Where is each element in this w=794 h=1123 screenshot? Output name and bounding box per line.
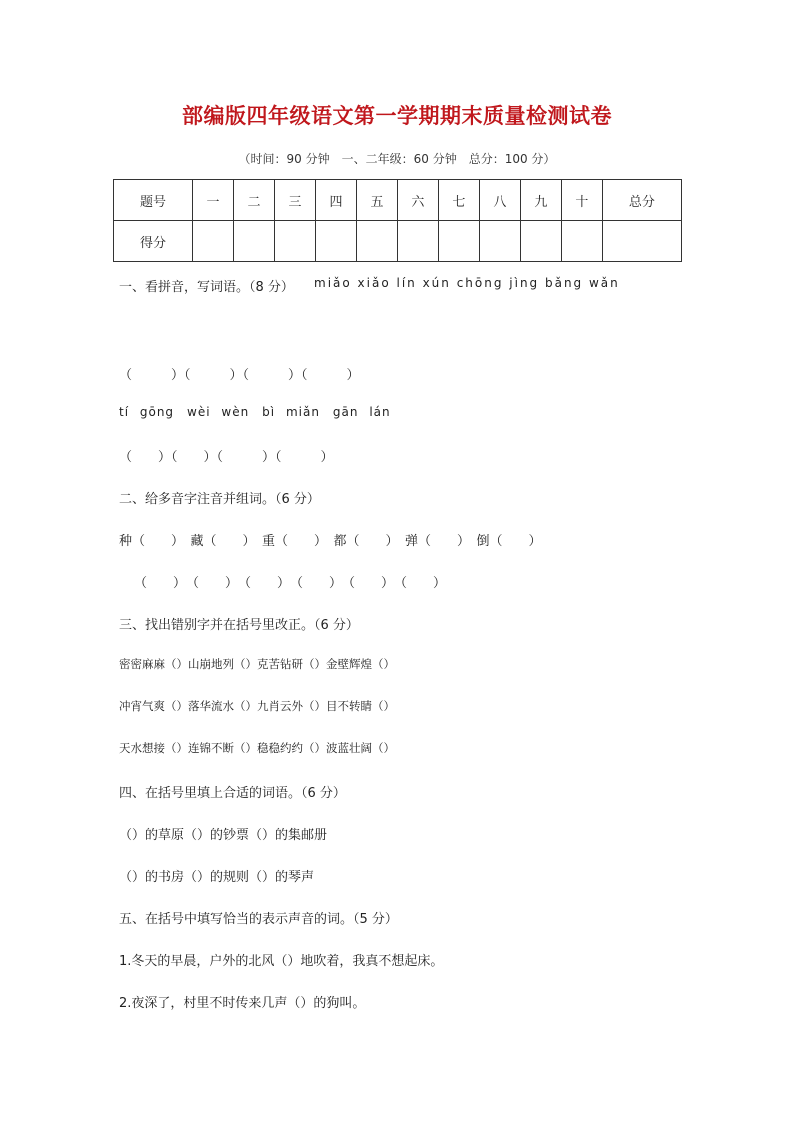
score-cell[interactable] xyxy=(193,221,234,262)
section5-heading: 五、在括号中填写恰当的表示声音的词。（5 分） xyxy=(119,912,398,927)
header-cell: 一 xyxy=(193,180,234,221)
header-cell: 十 xyxy=(561,180,602,221)
section5-question-1: 1.冬天的早晨，户外的北风（）地吹着，我真不想起床。 xyxy=(119,954,444,969)
section2-chars: 种（ ） 藏（ ） 重（ ） 都（ ） 弹（ ） 倒（ ） xyxy=(119,534,542,549)
header-cell: 五 xyxy=(356,180,397,221)
score-table-header-row xyxy=(114,180,682,221)
header-cell: 八 xyxy=(479,180,520,221)
section1-heading: 一、看拼音，写词语。（8 分） xyxy=(119,280,294,295)
section4-line-2: （）的书房（）的规则（）的琴声 xyxy=(119,870,315,885)
section3-line-2: 冲宵气爽（）落华流水（）九肖云外（）目不转睛（） xyxy=(119,699,395,713)
section1-brackets-1: （ ）（ ）（ ）（ ） xyxy=(119,368,360,383)
score-cell[interactable] xyxy=(397,221,438,262)
score-cell[interactable] xyxy=(234,221,275,262)
score-cell[interactable] xyxy=(315,221,356,262)
section2-heading: 二、给多音字注音并组词。（6 分） xyxy=(119,492,320,507)
header-cell: 四 xyxy=(315,180,356,221)
section3-heading: 三、找出错别字并在括号里改正。（6 分） xyxy=(119,618,359,633)
score-cell[interactable] xyxy=(356,221,397,262)
section1-pinyin-2: tí gōng wèi wèn bì miǎn gān lán xyxy=(119,405,391,419)
header-cell: 六 xyxy=(397,180,438,221)
score-table-score-row xyxy=(114,221,682,262)
score-cell[interactable] xyxy=(520,221,561,262)
section2-brackets: （ ） （ ） （ ） （ ） （ ） （ ） xyxy=(134,576,447,591)
exam-subtitle: （时间：90 分钟 一、二年级：60 分钟 总分：100 分） xyxy=(238,152,556,166)
section1-pinyin-1: miǎo xiǎo lín xún chōng jìng bǎng wǎn xyxy=(314,276,620,290)
score-cell[interactable] xyxy=(561,221,602,262)
section4-line-1: （）的草原（）的钞票（）的集邮册 xyxy=(119,828,328,843)
section3-line-1: 密密麻麻（）山崩地列（）克苦钻研（）金壁辉煌（） xyxy=(119,657,395,671)
header-cell: 题号 xyxy=(114,180,193,221)
section1-brackets-2: （ ）（ ）（ ）（ ） xyxy=(119,450,334,465)
page-title: 部编版四年级语文第一学期期末质量检测试卷 xyxy=(182,103,612,128)
section4-heading: 四、在括号里填上合适的词语。（6 分） xyxy=(119,786,346,801)
score-cell[interactable] xyxy=(274,221,315,262)
row-label: 得分 xyxy=(114,221,193,262)
header-cell: 三 xyxy=(274,180,315,221)
score-cell[interactable] xyxy=(438,221,479,262)
section1-heading-line xyxy=(119,276,294,295)
header-cell: 二 xyxy=(234,180,275,221)
score-cell[interactable] xyxy=(602,221,681,262)
section3-line-3: 天水想接（）连锦不断（）稳稳约约（）波蓝壮阔（） xyxy=(119,741,395,755)
header-cell: 七 xyxy=(438,180,479,221)
header-cell: 九 xyxy=(520,180,561,221)
section5-question-2: 2.夜深了，村里不时传来几声（）的狗叫。 xyxy=(119,996,366,1011)
header-cell: 总分 xyxy=(602,180,681,221)
score-cell[interactable] xyxy=(479,221,520,262)
score-table xyxy=(113,179,682,262)
